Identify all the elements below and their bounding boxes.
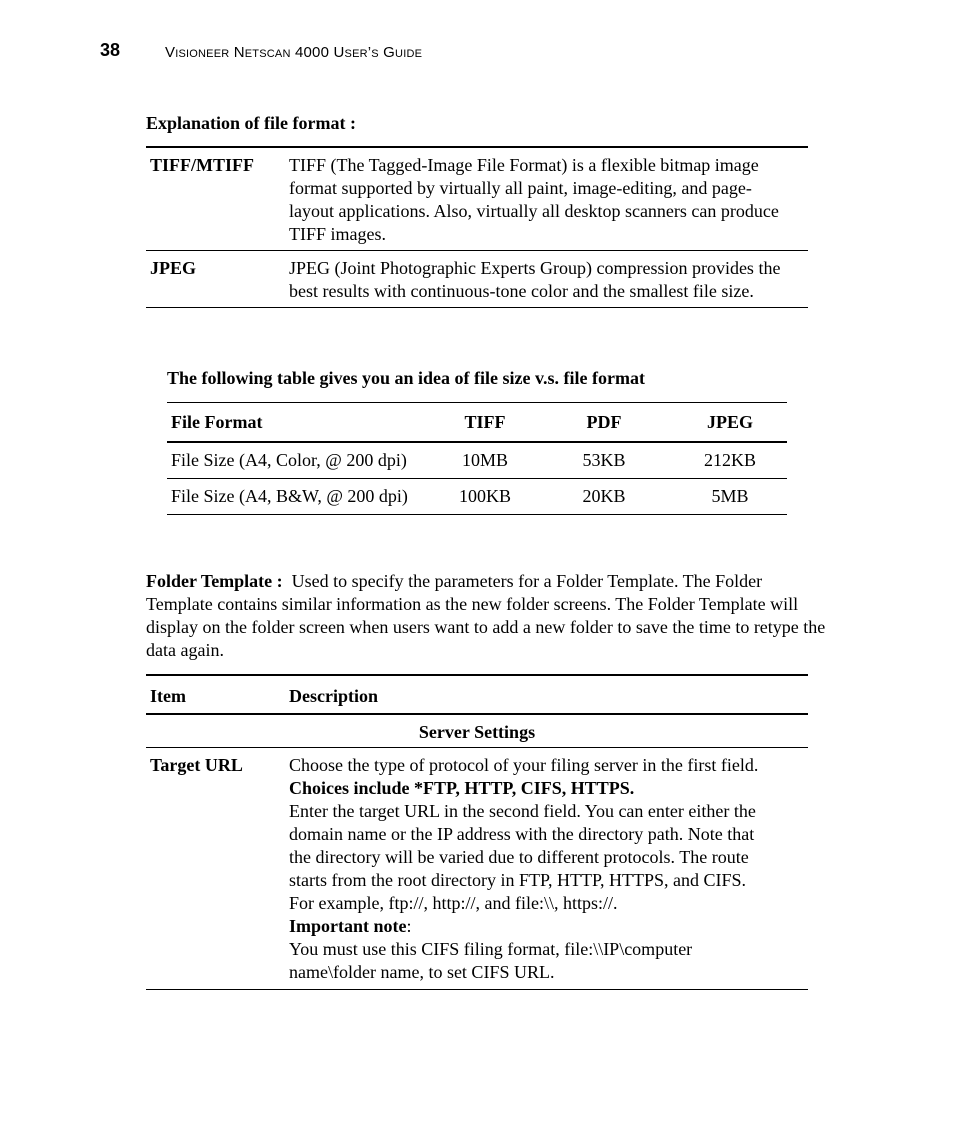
paragraph-line: Used to specify the parameters for a Folder Template. The Folder <box>291 571 763 591</box>
description-line: TIFF images. <box>289 224 386 244</box>
column-header-description: Description <box>289 686 378 706</box>
paragraph-line: Template contains similar information as the new folder screens. The Folder Template will <box>146 594 799 614</box>
column-header: TIFF <box>464 412 506 432</box>
size-table-heading: The following table gives you an idea of file size v.s. file format <box>167 368 645 388</box>
folder-template-label: Folder Template : <box>146 571 283 591</box>
table-row <box>167 479 787 515</box>
description-line: Enter the target URL in the second field. You can enter either the <box>289 801 756 821</box>
format-term: JPEG <box>150 258 197 278</box>
table-cell: 20KB <box>582 486 626 506</box>
column-header: PDF <box>586 412 622 432</box>
table-cell: 212KB <box>703 450 756 470</box>
folder-template-table <box>146 674 808 990</box>
item-description <box>285 748 808 990</box>
section-title: Server Settings <box>418 722 536 742</box>
description-line: format supported by virtually all paint, image-editing, and page- <box>289 178 752 198</box>
table-cell: File Size (A4, Color, @ 200 dpi) <box>171 450 407 470</box>
description-line: the directory will be varied due to different protocols. The route <box>289 847 749 867</box>
choices-line: Choices include *FTP, HTTP, CIFS, HTTPS. <box>289 778 635 798</box>
table-row <box>146 748 808 990</box>
table-header-row <box>167 403 787 443</box>
table-row <box>146 251 808 308</box>
column-header: JPEG <box>706 412 753 432</box>
important-note-label: Important note <box>289 916 407 936</box>
description-line: domain name or the IP address with the directory path. Note that <box>289 824 755 844</box>
table-cell: 100KB <box>458 486 511 506</box>
page-number: 38 <box>100 40 121 60</box>
format-description <box>285 251 808 308</box>
description-line: name\folder name, to set CIFS URL. <box>289 962 555 982</box>
column-header-item: Item <box>150 686 186 706</box>
table-cell: File Size (A4, B&W, @ 200 dpi) <box>171 486 408 506</box>
table-cell: 53KB <box>582 450 626 470</box>
file-format-table <box>146 146 808 308</box>
item-name: Target URL <box>150 755 243 775</box>
description-line: best results with continuous-tone color and the smallest file size. <box>289 281 754 301</box>
running-title: Visioneer Netscan 4000 User’s Guide <box>165 44 423 61</box>
file-size-table <box>167 402 787 515</box>
table-cell: 10MB <box>461 450 508 470</box>
table-row <box>167 442 787 479</box>
description-line: TIFF (The Tagged-Image File Format) is a flexible bitmap image <box>289 155 759 175</box>
description-line: starts from the root directory in FTP, HTTP, HTTPS, and CIFS. <box>289 870 746 890</box>
paragraph-line: display on the folder screen when users want to add a new folder to save the time to retype the <box>146 617 826 637</box>
section-row <box>146 714 808 748</box>
description-line: layout applications. Also, virtually all desktop scanners can produce <box>289 201 779 221</box>
table-header-row <box>146 675 808 714</box>
running-header <box>100 40 423 61</box>
folder-template-paragraph <box>146 570 866 662</box>
note-colon: : <box>406 916 412 936</box>
table-row <box>146 147 808 251</box>
description-line: Choose the type of protocol of your filing server in the first field. <box>289 755 759 775</box>
file-format-heading: Explanation of file format : <box>146 113 356 133</box>
format-description <box>285 147 808 251</box>
table-cell: 5MB <box>711 486 749 506</box>
column-header: File Format <box>171 412 263 432</box>
description-line: You must use this CIFS filing format, file:\\IP\computer <box>289 939 693 959</box>
format-term: TIFF/MTIFF <box>150 155 254 175</box>
description-line: For example, ftp://, http://, and file:\\, https://. <box>289 893 618 913</box>
paragraph-line: data again. <box>146 640 224 660</box>
description-line: JPEG (Joint Photographic Experts Group) compression provides the <box>289 258 781 278</box>
